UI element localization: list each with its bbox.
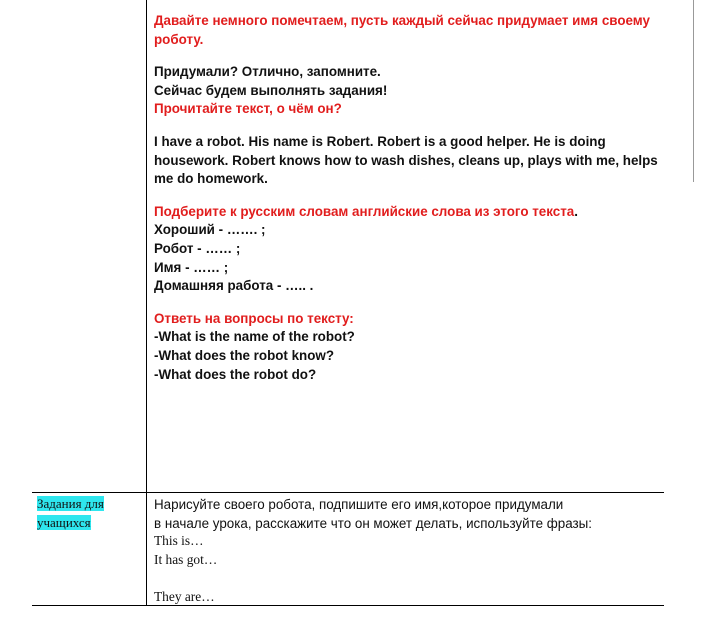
student-tasks-label-line-1: Задания для	[37, 496, 104, 511]
reading-text-line-3: me do homework.	[154, 171, 268, 187]
vocab-task-dot: .	[574, 203, 578, 219]
table-row-divider	[32, 492, 664, 493]
remember-line: Придумали? Отлично, запомните.	[154, 64, 381, 80]
phrase-it-has-got: It has got…	[154, 552, 218, 567]
vocab-item: Домашняя работа - ….. .	[154, 278, 314, 294]
intro-line-2: роботу.	[154, 31, 204, 47]
questions-heading: Ответь на вопросы по тексту:	[154, 310, 354, 326]
student-tasks-content	[154, 495, 684, 606]
student-tasks-label	[37, 494, 143, 532]
intro-instruction	[154, 12, 684, 49]
read-text-instruction: Прочитайте текст, о чём он?	[154, 101, 342, 117]
table-vertical-divider	[146, 0, 147, 606]
vocab-item: Хороший - ……. ;	[154, 222, 266, 238]
student-tasks-label-line-2: учащихся	[37, 515, 91, 530]
vocab-task-heading	[154, 203, 684, 222]
student-task-line-1: Нарисуйте своего робота, подпишите его имя,которое придумали	[154, 497, 564, 512]
reading-text-line-2: housework. Robert knows how to wash dishes, cleans up, plays with me, helps	[154, 152, 658, 168]
reading-text-line-1: I have a robot. His name is Robert. Robert is a good helper. He is doing	[154, 133, 606, 149]
question-item: -What does the robot do?	[154, 366, 317, 382]
vocab-task-text: Подберите к русским словам английские слова из этого текста	[154, 203, 575, 219]
vocab-item: Имя - …… ;	[154, 259, 229, 275]
question-item: -What does the robot know?	[154, 347, 335, 363]
reading-text	[154, 133, 684, 189]
tasks-line: Сейчас будем выполнять задания!	[154, 82, 388, 98]
vocab-item: Робот - …… ;	[154, 240, 241, 256]
student-task-line-2: в начале урока, расскажите что он может делать, используйте фразы:	[154, 516, 593, 531]
question-item: -What is the name of the robot?	[154, 329, 355, 345]
lesson-content-cell	[154, 12, 684, 384]
table-right-border	[693, 0, 694, 182]
phrase-this-is: This is…	[154, 533, 204, 548]
intro-line-1: Давайте немного помечтаем, пусть каждый сейчас придумает имя своему	[154, 13, 650, 28]
phrase-they-are: They are…	[154, 589, 215, 604]
